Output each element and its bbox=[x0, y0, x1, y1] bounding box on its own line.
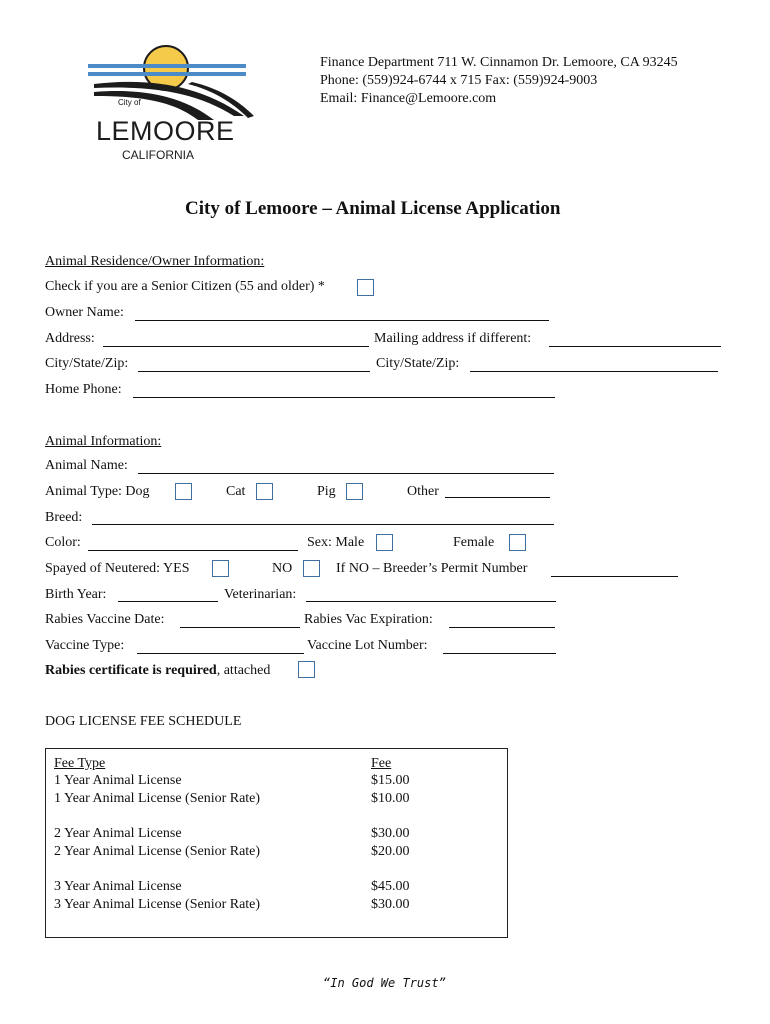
rabies-exp-field[interactable] bbox=[449, 627, 555, 628]
color-label: Color: bbox=[45, 535, 81, 550]
vaccine-lot-label: Vaccine Lot Number: bbox=[307, 638, 428, 653]
animal-name-field[interactable] bbox=[138, 473, 554, 474]
veterinarian-field[interactable] bbox=[306, 601, 556, 602]
rabies-cert-required: Rabies certificate is required bbox=[45, 663, 217, 678]
dog-checkbox[interactable] bbox=[175, 483, 192, 500]
other-type-field[interactable] bbox=[445, 497, 550, 498]
home-phone-label: Home Phone: bbox=[45, 382, 122, 397]
cat-checkbox[interactable] bbox=[256, 483, 273, 500]
animal-name-label: Animal Name: bbox=[45, 458, 128, 473]
fee-header: Fee bbox=[371, 756, 392, 771]
footer-motto: “In God We Trust” bbox=[323, 976, 446, 990]
header-email: Email: Finance@Lemoore.com bbox=[320, 91, 497, 106]
home-phone-field[interactable] bbox=[133, 397, 555, 398]
fee-row-amount: $30.00 bbox=[371, 897, 410, 912]
other-label: Other bbox=[407, 484, 439, 499]
vaccine-type-label: Vaccine Type: bbox=[45, 638, 125, 653]
fee-row-amount: $20.00 bbox=[371, 844, 410, 859]
rabies-cert-label bbox=[45, 663, 270, 679]
logo-city-of: City of bbox=[118, 98, 141, 107]
rabies-cert-attached: , attached bbox=[216, 663, 271, 678]
color-field[interactable] bbox=[88, 550, 298, 551]
logo-graphic bbox=[88, 40, 268, 124]
address-field[interactable] bbox=[103, 346, 369, 347]
fee-row-amount: $10.00 bbox=[371, 791, 410, 806]
fee-row-type: 2 Year Animal License bbox=[54, 826, 182, 841]
breeder-permit-field[interactable] bbox=[551, 576, 678, 577]
pig-label: Pig bbox=[317, 484, 336, 499]
fee-schedule-heading: DOG LICENSE FEE SCHEDULE bbox=[45, 714, 242, 729]
rabies-date-field[interactable] bbox=[180, 627, 300, 628]
fee-row-amount: $15.00 bbox=[371, 773, 410, 788]
fee-row-amount: $45.00 bbox=[371, 879, 410, 894]
mailing-label: Mailing address if different: bbox=[374, 331, 532, 346]
fee-type-header: Fee Type bbox=[54, 756, 106, 771]
fee-row-type: 1 Year Animal License bbox=[54, 773, 182, 788]
fee-row-type: 3 Year Animal License (Senior Rate) bbox=[54, 897, 261, 912]
owner-name-label: Owner Name: bbox=[45, 305, 124, 320]
fee-row-type: 3 Year Animal License bbox=[54, 879, 182, 894]
spayed-no-checkbox[interactable] bbox=[303, 560, 320, 577]
vaccine-lot-field[interactable] bbox=[443, 653, 556, 654]
header-address: Finance Department 711 W. Cinnamon Dr. Lemoore, CA 93245 bbox=[320, 55, 678, 70]
city-logo bbox=[88, 40, 268, 170]
animal-section-heading: Animal Information: bbox=[45, 434, 162, 449]
header-phone: Phone: (559)924-6744 x 715 Fax: (559)924-9003 bbox=[320, 73, 598, 88]
fee-row-amount: $30.00 bbox=[371, 826, 410, 841]
owner-name-field[interactable] bbox=[135, 320, 549, 321]
logo-name: LEMOORE bbox=[96, 116, 235, 146]
veterinarian-label: Veterinarian: bbox=[224, 587, 297, 602]
city-state-zip-label: City/State/Zip: bbox=[45, 356, 129, 371]
male-checkbox[interactable] bbox=[376, 534, 393, 551]
logo-state: CALIFORNIA bbox=[122, 148, 195, 162]
page-title: City of Lemoore – Animal License Application bbox=[185, 198, 561, 219]
pig-checkbox[interactable] bbox=[346, 483, 363, 500]
senior-checkbox[interactable] bbox=[357, 279, 374, 296]
address-label: Address: bbox=[45, 331, 95, 346]
rabies-exp-label: Rabies Vac Expiration: bbox=[304, 612, 433, 627]
animal-type-label: Animal Type: Dog bbox=[45, 484, 150, 499]
mailing-city-state-zip-label: City/State/Zip: bbox=[376, 356, 460, 371]
fee-row-type: 2 Year Animal License (Senior Rate) bbox=[54, 844, 261, 859]
spayed-no-label: NO bbox=[272, 561, 293, 576]
breeder-permit-label: If NO – Breeder’s Permit Number bbox=[336, 561, 528, 576]
birth-year-field[interactable] bbox=[118, 601, 218, 602]
spayed-label: Spayed of Neutered: YES bbox=[45, 561, 190, 576]
senior-label: Check if you are a Senior Citizen (55 and older) * bbox=[45, 279, 325, 294]
cat-label: Cat bbox=[226, 484, 246, 499]
female-checkbox[interactable] bbox=[509, 534, 526, 551]
breed-field[interactable] bbox=[92, 524, 554, 525]
rabies-cert-checkbox[interactable] bbox=[298, 661, 315, 678]
city-state-zip-field[interactable] bbox=[138, 371, 370, 372]
mailing-address-field[interactable] bbox=[549, 346, 721, 347]
owner-section-heading: Animal Residence/Owner Information: bbox=[45, 254, 265, 269]
fee-table bbox=[45, 748, 508, 938]
breed-label: Breed: bbox=[45, 510, 83, 525]
female-label: Female bbox=[453, 535, 495, 550]
sex-male-label: Sex: Male bbox=[307, 535, 365, 550]
fee-row-type: 1 Year Animal License (Senior Rate) bbox=[54, 791, 261, 806]
mailing-city-state-zip-field[interactable] bbox=[470, 371, 718, 372]
vaccine-type-field[interactable] bbox=[137, 653, 304, 654]
birth-year-label: Birth Year: bbox=[45, 587, 107, 602]
spayed-yes-checkbox[interactable] bbox=[212, 560, 229, 577]
rabies-date-label: Rabies Vaccine Date: bbox=[45, 612, 165, 627]
